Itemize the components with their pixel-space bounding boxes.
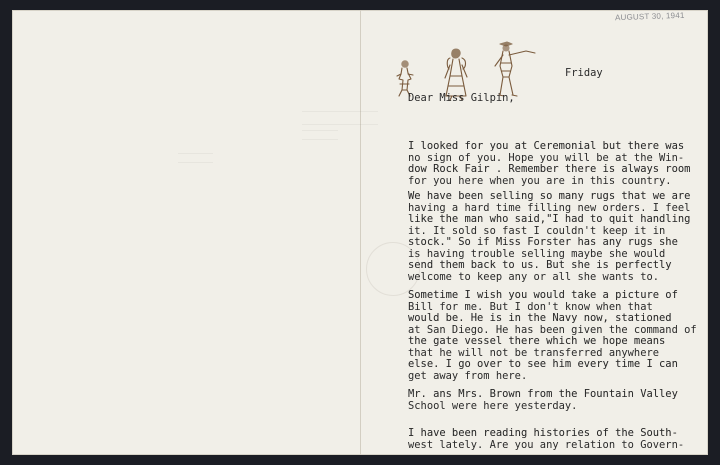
archive-date-note: AUGUST 30, 1941 xyxy=(614,10,685,23)
letter-line: is having trouble selling maybe she would xyxy=(408,247,666,260)
letter-page xyxy=(12,10,708,455)
letter-line: for you here when you are in this country. xyxy=(408,174,672,187)
letter-day: Friday xyxy=(565,67,603,79)
letter-line: welcome to keep any or all she wants to. xyxy=(408,270,660,283)
letter-line: would be. He is in the Navy now, stationed xyxy=(408,312,672,324)
letter-line: dow Rock Fair . Remember there is always room xyxy=(408,163,691,175)
faint-left-mark xyxy=(178,153,213,163)
letter-line: that he will not be transferred anywhere xyxy=(408,346,660,359)
faint-left-mark xyxy=(302,111,378,125)
letter-line: else. I go over to see him every time I can xyxy=(408,358,678,370)
letter-line: Sometime I wish you would take a picture of xyxy=(408,289,678,301)
letter-line: School were here yesterday. xyxy=(408,399,578,412)
letter-line: Bill for me. But I don't know when that xyxy=(408,300,653,313)
letter-line: having a hard time filling new orders. I feel xyxy=(408,201,691,214)
faint-left-mark xyxy=(302,130,338,140)
letter-line: I looked for you at Ceremonial but there was xyxy=(408,140,685,152)
letter-line: I have been reading histories of the South- xyxy=(408,427,678,439)
letter-line: We have been selling so many rugs that we are xyxy=(408,190,691,202)
letter-line: get away from here. xyxy=(408,369,528,382)
letter-line: send them back to us. But she is perfectly xyxy=(408,259,672,271)
letter-salutation: Dear Miss Gilpin, xyxy=(408,92,515,104)
paragraph xyxy=(408,191,711,283)
paragraph xyxy=(408,389,711,412)
paragraph xyxy=(408,290,711,382)
letter-line: west lately. Are you any relation to Govern- xyxy=(408,438,685,451)
paragraph xyxy=(408,428,711,451)
letter-line: the gate vessel there which we hope means xyxy=(408,335,666,347)
letter-line: it. It sold so fast I couldn't keep it in xyxy=(408,224,666,237)
letter-line: Mr. ans Mrs. Brown from the Fountain Valley xyxy=(408,388,678,400)
paragraph xyxy=(408,141,711,187)
letter-line: at San Diego. He has been given the command of xyxy=(408,323,697,336)
letter-line: like the man who said,"I had to quit handling xyxy=(408,213,691,225)
letter-line: no sign of you. Hope you will be at the Win- xyxy=(408,151,685,164)
letter-line: stock." So if Miss Forster has any rugs she xyxy=(408,236,678,248)
page-fold xyxy=(360,10,361,455)
